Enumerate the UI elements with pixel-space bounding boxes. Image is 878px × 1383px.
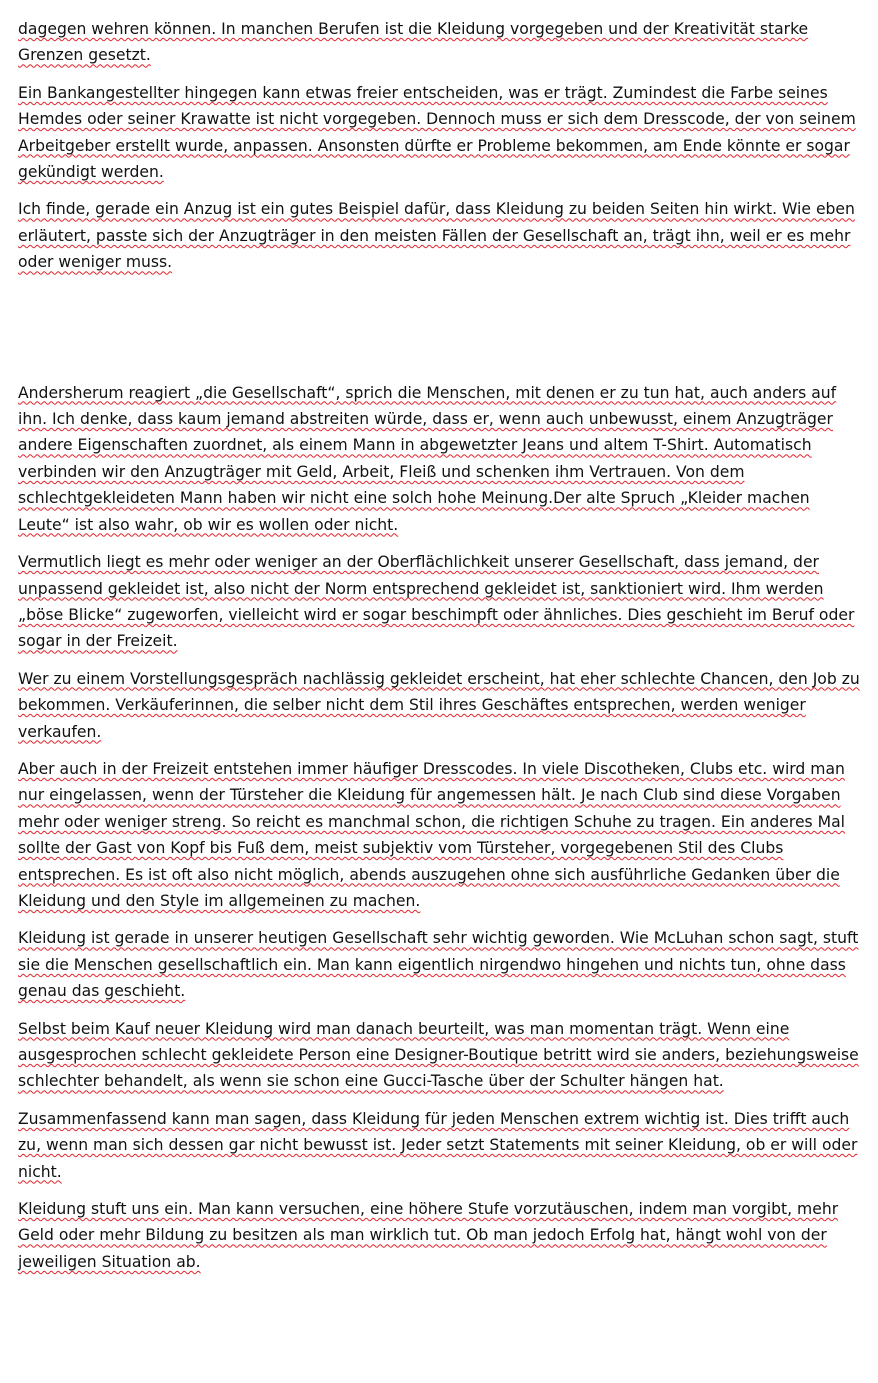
paragraph: Vermutlich liegt es mehr oder weniger an der Oberflächlichkeit unserer Gesellschaft, dass jemand, der unpassend gekleidet ist, also nicht der Norm entsprechend gekleidet ist, sanktioniert wird. Ihm werden „böse Blicke“ zugeworfen, vielleicht wird er sogar beschimpft oder ähnliches. Dies geschieht im Beruf oder sogar in der Freizeit.	[18, 553, 855, 651]
document-page	[18, 16, 864, 1286]
paragraph: Andersherum reagiert „die Gesellschaft“, sprich die Menschen, mit denen er zu tun hat, auch anders auf ihn. Ich denke, dass kaum jemand abstreiten würde, dass er, wenn auch unbewusst, einem Anzugträger andere Eigenschaften zuordnet, als einem Mann in abgewetzter Jeans und altem T-Shirt. Automatisch verbinden wir den Anzugträger mit Geld, Arbeit, Fleiß und schenken ihm Vertrauen. Von dem schlechtgekleideten Mann haben wir nicht eine solch hohe Meinung.Der alte Spruch „Kleider machen Leute“ ist also wahr, ob wir es wollen oder nicht.	[18, 383, 837, 534]
paragraph: Ich finde, gerade ein Anzug ist ein gutes Beispiel dafür, dass Kleidung zu beiden Seiten hin wirkt. Wie eben erläutert, passte sich der Anzugträger in den meisten Fällen der Gesellschaft an, trägt ihn, weil er es mehr oder weniger muss.	[18, 200, 855, 272]
paragraph: dagegen wehren können. In manchen Berufen ist die Kleidung vorgegeben und der Kreativität starke Grenzen gesetzt.	[18, 20, 809, 65]
paragraph: Ein Bankangestellter hingegen kann etwas freier entscheiden, was er trägt. Zumindest die Farbe seines Hemdes oder seiner Krawatte ist nicht vorgegeben. Dennoch muss er sich dem Dresscode, der von seinem Arbeitgeber erstellt wurde, anpassen. Ansonsten dürfte er Probleme bekommen, am Ende könnte er sogar gekündigt werden.	[18, 83, 856, 182]
paragraph: Selbst beim Kauf neuer Kleidung wird man danach beurteilt, was man momentan trägt. Wenn eine ausgesprochen schlecht gekleidete Person eine Designer-Boutique betritt wird sie anders, beziehungsweise schlechter behandelt, als wenn sie schon eine Gucci-Tasche über der Schulter hängen hat.	[18, 1019, 859, 1091]
blank-space	[18, 287, 864, 380]
paragraph: Kleidung ist gerade in unserer heutigen Gesellschaft sehr wichtig geworden. Wie McLuhan schon sagt, stuft sie die Menschen gesellschaftlich ein. Man kann eigentlich nirgendwo hingehen und nichts tun, ohne dass genau das geschieht.	[18, 929, 859, 1001]
paragraph: Wer zu einem Vorstellungsgespräch nachlässig gekleidet erscheint, hat eher schlechte Chancen, den Job zu bekommen. Verkäuferinnen, die selber nicht dem Stil ihres Geschäftes entsprechen, werden weniger verkaufen.	[18, 669, 860, 741]
paragraph: Zusammenfassend kann man sagen, dass Kleidung für jeden Menschen extrem wichtig ist. Dies trifft auch zu, wenn man sich dessen gar nicht bewusst ist. Jeder setzt Statements mit seiner Kleidung, ob er will oder nicht.	[18, 1109, 858, 1181]
paragraph: Aber auch in der Freizeit entstehen immer häufiger Dresscodes. In viele Discotheken, Clubs etc. wird man nur eingelassen, wenn der Türsteher die Kleidung für angemessen hält. Je nach Club sind diese Vorgaben mehr oder weniger streng. So reicht es manchmal schon, die richtigen Schuhe zu tragen. Ein anderes Mal sollte der Gast von Kopf bis Fuß dem, meist subjektiv vom Türsteher, vorgegebenen Stil des Clubs entsprechen. Es ist oft also nicht möglich, abends auszugehen ohne sich ausführliche Gedanken über die Kleidung und den Style im allgemeinen zu machen.	[18, 759, 845, 910]
paragraph: Kleidung stuft uns ein. Man kann versuchen, eine höhere Stufe vorzutäuschen, indem man vorgibt, mehr Geld oder mehr Bildung zu besitzen als man wirklich tut. Ob man jedoch Erfolg hat, hängt wohl von der jeweiligen Situation ab.	[18, 1200, 839, 1271]
